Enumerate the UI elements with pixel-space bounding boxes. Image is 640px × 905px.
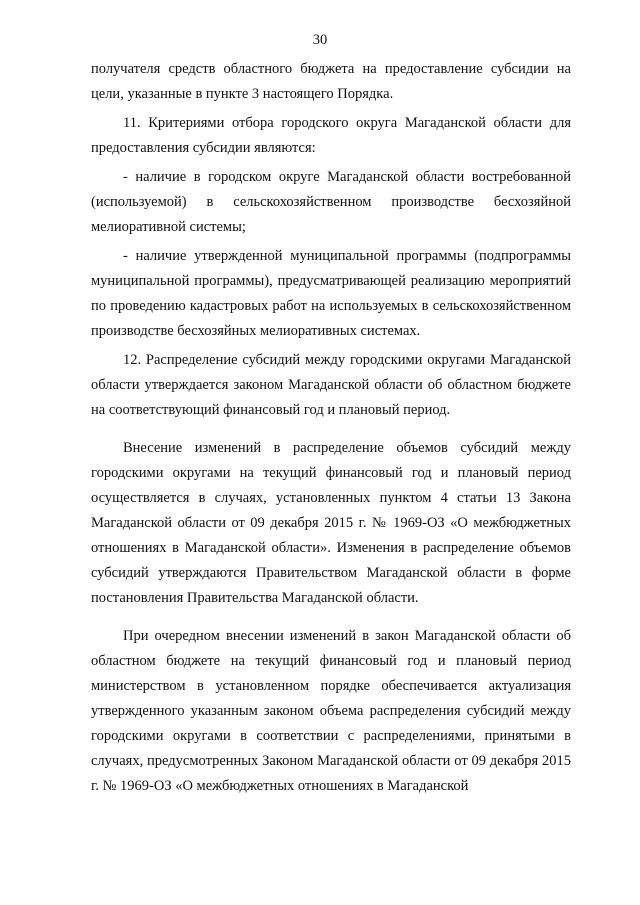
paragraph-item-11: 11. Критериями отбора городского округа Магаданской области для предоставления субсидии являются: (91, 115, 571, 156)
paragraph-criterion-1: - наличие в городском округе Магаданской области востребованной (используемой) в сельскохозяйственном производстве бесхозяйной мелиоративной системы; (91, 169, 571, 235)
paragraph-continuation: получателя средств областного бюджета на предоставление субсидии на цели, указанные в пункте 3 настоящего Порядка. (91, 61, 571, 102)
paragraph-criterion-2: - наличие утвержденной муниципальной программы (подпрограммы муниципальной программы), предусматривающей реализацию мероприятий по проведению кадастровых работ на используемых в сельскохозяйственном производстве бесхозяйных мелиоративных системах. (91, 248, 571, 339)
page-number: 30 (312, 32, 328, 48)
paragraph-budget-update: При очередном внесении изменений в закон Магаданской области об областном бюджете на текущий финансовый год и плановый период министерством в установленном порядке обеспечивается актуализация утвержденного указанным законом объема распределения субсидий между городскими округами в соответствии с распределениями, принятыми в случаях, предусмотренных Законом Магаданской области от 09 декабря 2015 г. № 1969-ОЗ «О межбюджетных отношениях в Магаданской (91, 628, 571, 794)
paragraph-item-12: 12. Распределение субсидий между городскими округами Магаданской области утверждается законом Магаданской области об областном бюджете на соответствующий финансовый год и плановый период. (91, 352, 571, 418)
document-body (91, 57, 571, 803)
paragraph-amendments: Внесение изменений в распределение объемов субсидий между городскими округами на текущий финансовый год и плановый период осуществляется в случаях, установленных пунктом 4 статьи 13 Закона Магаданской области от 09 декабря 2015 г. № 1969-ОЗ «О межбюджетных отношениях в Магаданской области». Изменения в распределение объемов субсидий утверждаются Правительством Магаданской области в форме постановления Правительства Магаданской области. (91, 440, 571, 606)
